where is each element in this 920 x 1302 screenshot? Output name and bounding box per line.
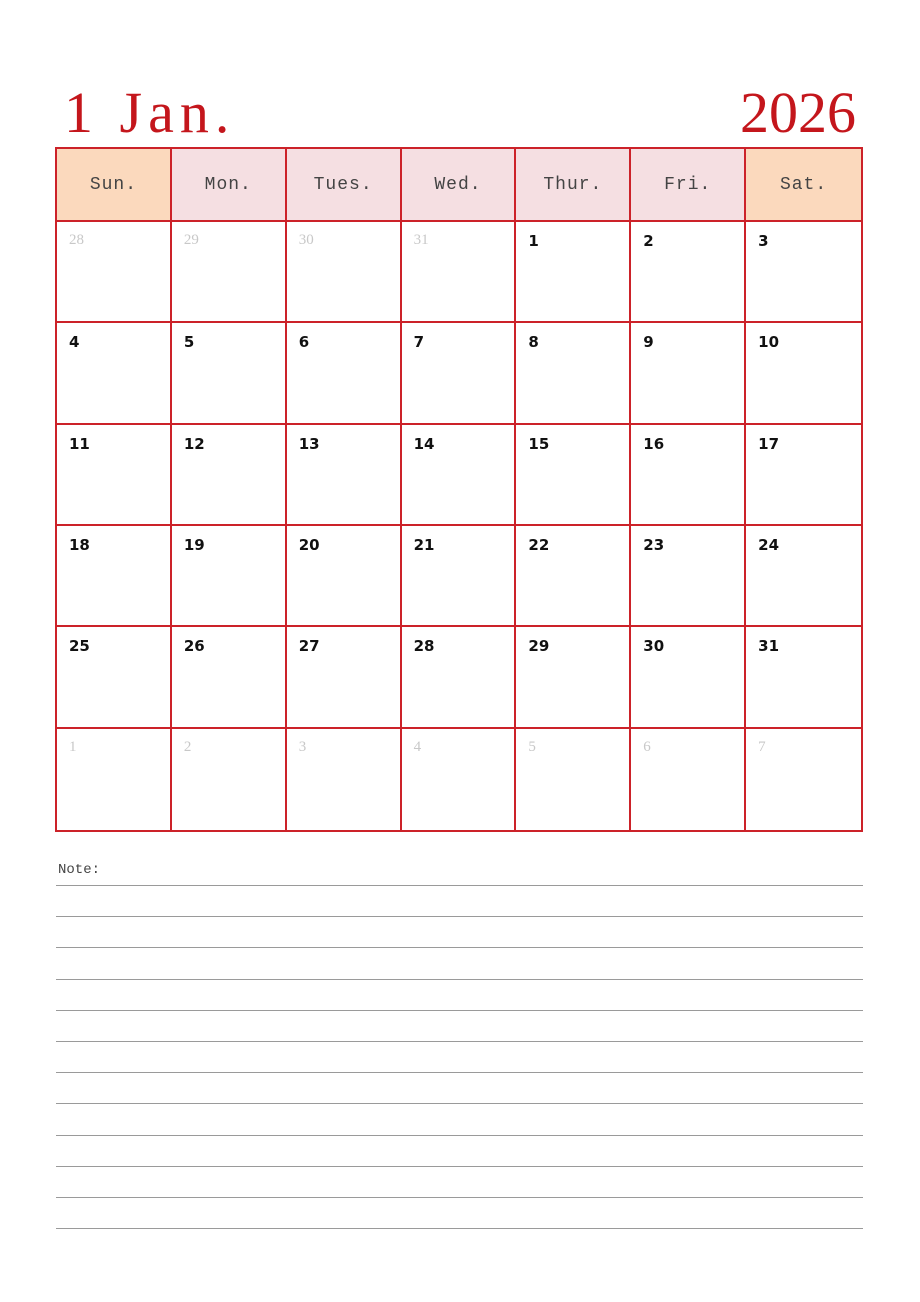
day-cell[interactable]	[746, 526, 861, 627]
day-number: 3	[758, 232, 769, 250]
note-line	[56, 1135, 863, 1136]
note-line	[56, 916, 863, 917]
day-number: 26	[183, 637, 205, 656]
day-cell[interactable]	[172, 323, 287, 424]
day-number: 4	[69, 333, 80, 352]
weekday-header: Tues.	[287, 149, 402, 222]
day-cell[interactable]	[57, 323, 172, 424]
weekday-header: Fri.	[631, 149, 746, 222]
day-cell[interactable]	[516, 425, 631, 526]
day-number: 13	[298, 434, 320, 453]
day-cell[interactable]	[402, 526, 517, 627]
day-number: 10	[758, 333, 780, 352]
day-cell[interactable]	[746, 627, 861, 728]
day-number: 21	[413, 536, 435, 554]
day-number: 29	[528, 637, 550, 656]
year-title: 2026	[740, 80, 856, 145]
note-line	[56, 1041, 863, 1042]
day-cell[interactable]	[287, 627, 402, 728]
day-number: 15	[528, 434, 550, 453]
day-cell[interactable]	[516, 526, 631, 627]
day-cell[interactable]	[746, 425, 861, 526]
day-cell[interactable]	[172, 425, 287, 526]
day-cell[interactable]	[172, 729, 287, 830]
day-cell[interactable]	[631, 425, 746, 526]
day-cell[interactable]	[57, 627, 172, 728]
other-month-day-number: 7	[758, 738, 766, 755]
day-cell[interactable]	[57, 222, 172, 323]
day-cell[interactable]	[631, 627, 746, 728]
day-cell[interactable]	[516, 222, 631, 323]
day-number: 24	[758, 536, 780, 554]
day-cell[interactable]	[516, 323, 631, 424]
note-line	[56, 1228, 863, 1229]
calendar-grid	[55, 147, 863, 832]
day-cell[interactable]	[57, 526, 172, 627]
day-number: 20	[298, 536, 320, 554]
other-month-day-number: 2	[183, 738, 192, 755]
day-number: 23	[643, 536, 665, 554]
day-number: 8	[528, 333, 539, 352]
note-line	[56, 979, 863, 980]
day-cell[interactable]	[57, 425, 172, 526]
day-number: 11	[69, 434, 90, 453]
day-number: 17	[758, 434, 780, 453]
day-number: 16	[643, 434, 665, 453]
other-month-day-number: 5	[528, 738, 536, 755]
day-number: 7	[413, 333, 424, 352]
day-number: 18	[69, 536, 90, 554]
note-line	[56, 885, 863, 886]
other-month-day-number: 6	[643, 738, 651, 755]
day-number: 31	[758, 637, 780, 656]
day-cell[interactable]	[287, 526, 402, 627]
day-cell[interactable]	[287, 222, 402, 323]
day-number: 27	[298, 637, 320, 656]
day-number: 12	[183, 434, 205, 453]
day-cell[interactable]	[57, 729, 172, 830]
day-number: 14	[413, 434, 435, 453]
day-number: 5	[183, 333, 195, 352]
day-number: 25	[69, 637, 90, 656]
day-number: 6	[298, 333, 310, 352]
day-cell[interactable]	[402, 729, 517, 830]
day-cell[interactable]	[746, 729, 861, 830]
day-number: 2	[643, 232, 654, 250]
day-number: 30	[643, 637, 665, 656]
day-cell[interactable]	[631, 222, 746, 323]
note-line	[56, 1197, 863, 1198]
day-cell[interactable]	[172, 627, 287, 728]
day-cell[interactable]	[631, 526, 746, 627]
day-cell[interactable]	[287, 729, 402, 830]
day-cell[interactable]	[631, 323, 746, 424]
note-line	[56, 1072, 863, 1073]
other-month-day-number: 29	[183, 232, 199, 248]
month-title: 1 Jan.	[64, 80, 236, 145]
day-cell[interactable]	[516, 627, 631, 728]
day-cell[interactable]	[287, 323, 402, 424]
day-number: 9	[643, 333, 654, 352]
day-cell[interactable]	[172, 222, 287, 323]
day-cell[interactable]	[516, 729, 631, 830]
other-month-day-number: 3	[298, 738, 307, 755]
day-cell[interactable]	[402, 627, 517, 728]
note-label: Note:	[58, 862, 101, 878]
other-month-day-number: 1	[69, 738, 77, 755]
day-number: 1	[528, 232, 539, 250]
day-cell[interactable]	[631, 729, 746, 830]
day-cell[interactable]	[402, 425, 517, 526]
other-month-day-number: 30	[298, 232, 314, 248]
note-line	[56, 1166, 863, 1167]
note-line	[56, 947, 863, 948]
note-line	[56, 1010, 863, 1011]
weekday-header: Thur.	[516, 149, 631, 222]
note-line	[56, 1103, 863, 1104]
other-month-day-number: 28	[69, 232, 84, 248]
day-cell[interactable]	[746, 222, 861, 323]
weekday-header: Mon.	[172, 149, 287, 222]
day-cell[interactable]	[746, 323, 861, 424]
weekday-header: Wed.	[402, 149, 517, 222]
day-cell[interactable]	[402, 222, 517, 323]
day-number: 28	[413, 637, 435, 656]
other-month-day-number: 31	[413, 232, 429, 248]
other-month-day-number: 4	[413, 738, 422, 755]
weekday-header: Sun.	[57, 149, 172, 222]
day-cell[interactable]	[402, 323, 517, 424]
weekday-header: Sat.	[746, 149, 861, 222]
day-number: 19	[183, 536, 205, 554]
day-cell[interactable]	[172, 526, 287, 627]
day-number: 22	[528, 536, 550, 554]
day-cell[interactable]	[287, 425, 402, 526]
